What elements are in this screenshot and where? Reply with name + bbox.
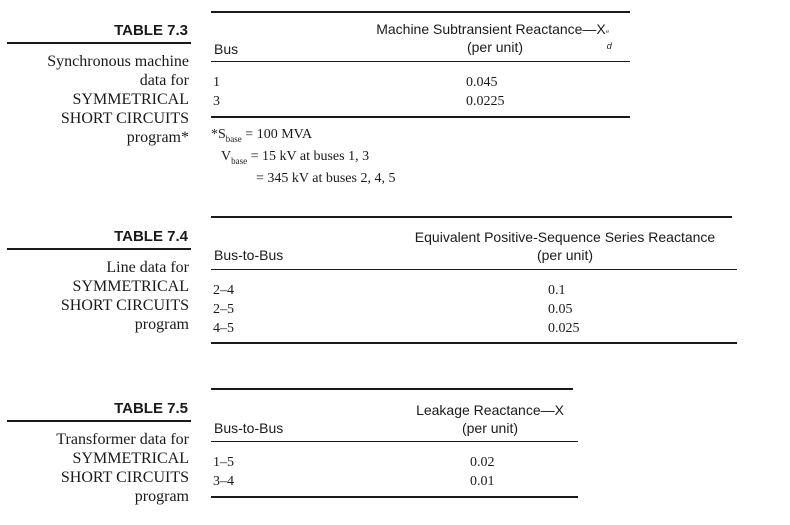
header-rule xyxy=(211,269,737,270)
top-rule xyxy=(211,11,630,13)
top-rule xyxy=(211,388,573,390)
title-rule xyxy=(7,420,191,422)
col-header-reactance: Equivalent Positive-Sequence Series Reactance (per unit) xyxy=(414,229,716,263)
col-header-reactance: Leakage Reactance—X (per unit) xyxy=(416,402,564,436)
table-body xyxy=(211,281,737,338)
header-rule xyxy=(211,61,630,62)
col-header-bus: Bus xyxy=(214,41,239,57)
table-title: TABLE 7.4 xyxy=(114,228,188,245)
table-title: TABLE 7.3 xyxy=(114,22,188,39)
col-header-bus-to-bus: Bus-to-Bus xyxy=(214,247,284,263)
title-rule xyxy=(7,42,191,44)
table-row: 3 0.0225 xyxy=(213,94,505,109)
table-row: 3–4 0.01 xyxy=(213,474,495,489)
table-row: 2–5 0.05 xyxy=(213,302,573,317)
header-rule xyxy=(211,441,578,442)
top-rule xyxy=(211,216,732,218)
table-body xyxy=(211,73,630,111)
table-title: TABLE 7.5 xyxy=(114,400,188,417)
table-row: 2–4 0.1 xyxy=(213,283,566,298)
col-header-reactance: Machine Subtransient Reactance—X ″ d (per unit) xyxy=(376,21,612,55)
table-caption: Transformer data for SYMMETRICAL SHORT CIRCUITS program xyxy=(56,431,189,505)
table-caption: Synchronous machine data for SYMMETRICAL SHORT CIRCUITS program* xyxy=(47,53,189,146)
table-body xyxy=(211,453,578,491)
bottom-rule xyxy=(211,116,630,118)
title-rule xyxy=(7,248,191,250)
table-caption: Line data for SYMMETRICAL SHORT CIRCUITS program xyxy=(60,259,189,333)
bottom-rule xyxy=(211,342,737,344)
table-row: 4–5 0.025 xyxy=(213,321,580,336)
table-footnote: $*S_{base} = 100$ MVA $V_{base} = 15$ kV at buses 1, 3 = 345 kV at buses 2, 4, 5 xyxy=(211,127,396,186)
table-row: 1–5 0.02 xyxy=(213,455,495,470)
table-row: 1 0.045 xyxy=(213,75,498,90)
col-header-bus-to-bus: Bus-to-Bus xyxy=(214,420,284,436)
bottom-rule xyxy=(211,496,578,498)
